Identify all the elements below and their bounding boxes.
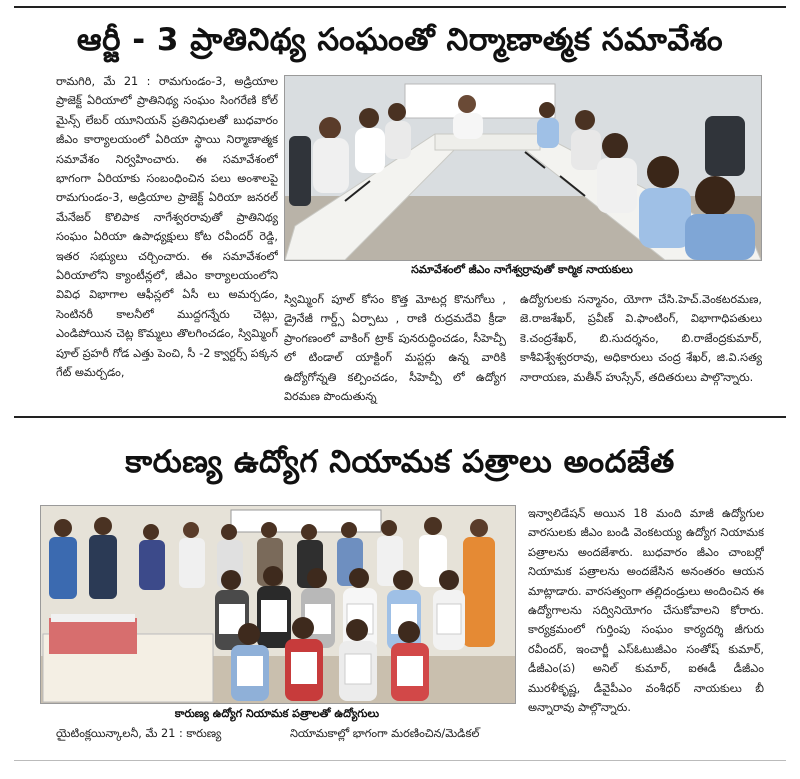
article1-column-left <box>56 72 278 406</box>
article2-bottom-left <box>56 724 278 746</box>
article2-column-right <box>528 504 764 746</box>
article2-body-bottom-middle: నియామకాల్లో భాగంగా మరణించిన/మెడికల్ <box>290 727 480 740</box>
meeting-photo-caption: సమావేశంలో జీఎం నాగేశ్వర్రావుతో కార్మిక నాయకులు <box>411 263 633 276</box>
bottom-rule <box>14 760 786 761</box>
article1-headline: ఆర్జీ - 3 ప్రాతినిథ్య సంఘంతో నిర్మాణాత్మక సమావేశం <box>76 22 724 58</box>
article1-column-right <box>520 290 762 406</box>
meeting-photo-illustration <box>285 76 761 260</box>
article1-column-middle <box>284 290 506 406</box>
article-separator <box>14 416 786 418</box>
meeting-photo <box>284 75 762 261</box>
article2-body-right: ఇన్వాలిడేషన్ అయిన 18 మంది మాజీ ఉద్యోగుల వారసులకు జీఎం బండి వెంకటయ్య ఉద్యోగ నియామక పత్రాలను అందజేశారు. బుధవారం జీఎం చాంబర్లో నియామక పత్రాలను అందజేసిన అనంతరం ఆయన మాట్లాడారు. వారసత్వంగా తల్లిదండ్రులు అందించిన ఈ ఉద్యోగాలను సద్వినియోగం చేసుకోవాలని కోరారు. కార్యక్రమంలో గుర్తింపు సంఘం కార్యదర్శి జీగురు రవీందర్, ఇంచార్జీ ఎస్ఓటుజీఎం సంతోష్ కుమార్, డీజీఎం(ప) అనిల్ కుమార్, ఐఈడీ డీజీఎం మురళీకృష్ణ, డీవైపీఎం వంశీధర్ నాయకులు బీ అన్నారావు పాల్గొన్నారు. <box>528 507 764 715</box>
article2-body-bottom-left: యైటింక్లయిన్కాలనీ, మే 21 : కారుణ్య <box>56 727 222 740</box>
article1-body-right: ఉద్యోగులకు సన్మానం, యోగా చేసి.హెచ్.వెంకటరమణ, జె.రాజశేఖర్, ప్రవీణ్ వి.ఫాంటింగ్, విభాగాధిపతులు కె.చంద్రశేఖర్, బి.సుదర్శనం, బి.రాజేంద్రకుమార్, కాశీవిశ్వేశ్వరరావు, అధికారులు చంద్ర శేఖర్, జి.వి.సత్య నారాయణ, మతీన్ హుస్సేన్, తదితరులు పాల్గొన్నారు. <box>520 293 762 384</box>
group-photo-caption: కారుణ్య ఉద్యోగ నియామక పత్రాలతో ఉద్యోగులు <box>174 707 380 720</box>
article1-body-left: రామగిరి, మే 21 : రామగుండం-3, అడ్రియాల ప్రాజెక్ట్ ఏరియాలో ప్రాతినిథ్య సంఘం సింగరేణి కోల్ మైన్స్ లేబర్ యూనియన్ ప్రతినిధులతో బుధవారం జీఎం కార్యాలయంలో ఏరియా స్థాయి నిర్మాణాత్మక సమావేశం నిర్వహించారు. ఈ సమావేశంలో భాగంగా ఏరియాకు సంబంధించిన పలు అంశాలపై రామగుండం-3, అడ్రియాల ప్రాజెక్ట్ ఏరియా జనరల్ మేనేజర్ కొలిపాక నాగేశ్వరరావుతో ప్రాతినిథ్య సంఘం ఏరియా ఉపాధ్యక్షులు కోట రవీందర్ రెడ్డి, ఇతర సభ్యులు చర్చించారు. ఈ సమావేశంలో ఏరియాలోని క్యాంటీన్లలో, జీఎం కార్యాలయంలోని వివిధ విభాగాల ఆఫీస్లలో ఏసీ లు అమర్చడం, సెంటినరీ కాలనీలో ముద్దగన్నేరు చెట్లు, ఎండిపోయిన చెట్ల కొమ్మలు తొలగించడం, స్విమ్మింగ్ పూల్ ప్రహరీ గోడ ఎత్తు పెంచి, సీ -2 క్వార్టర్స్ పక్కన గేట్ అమర్చడం, <box>56 75 278 380</box>
group-photo-illustration <box>41 506 515 703</box>
top-rule <box>14 6 786 8</box>
article2-headline: కారుణ్య ఉద్యోగ నియామక పత్రాలు అందజేత <box>125 444 675 480</box>
group-photo <box>40 505 516 704</box>
article1-body-middle: స్విమ్మింగ్ పూల్ కోసం కొత్త మోటర్ల కొనుగోలు , డ్రైనేజీ గార్డ్స్ ఏర్పాటు , రాణి రుద్రమదేవి క్రీడా ప్రాంగణంలో వాకింగ్ ట్రాక్ పునరుద్ధించడం, సీహెచ్పీ లో టిండాల్ యాక్టింగ్ మస్టర్లు ఉన్న వారికి ఉద్యోగోన్నతి కల్పించడం, సీహెచ్పీ లో ఉద్యోగ విరమణ పొందుతున్న <box>284 293 506 404</box>
article2-bottom-middle <box>290 724 514 746</box>
